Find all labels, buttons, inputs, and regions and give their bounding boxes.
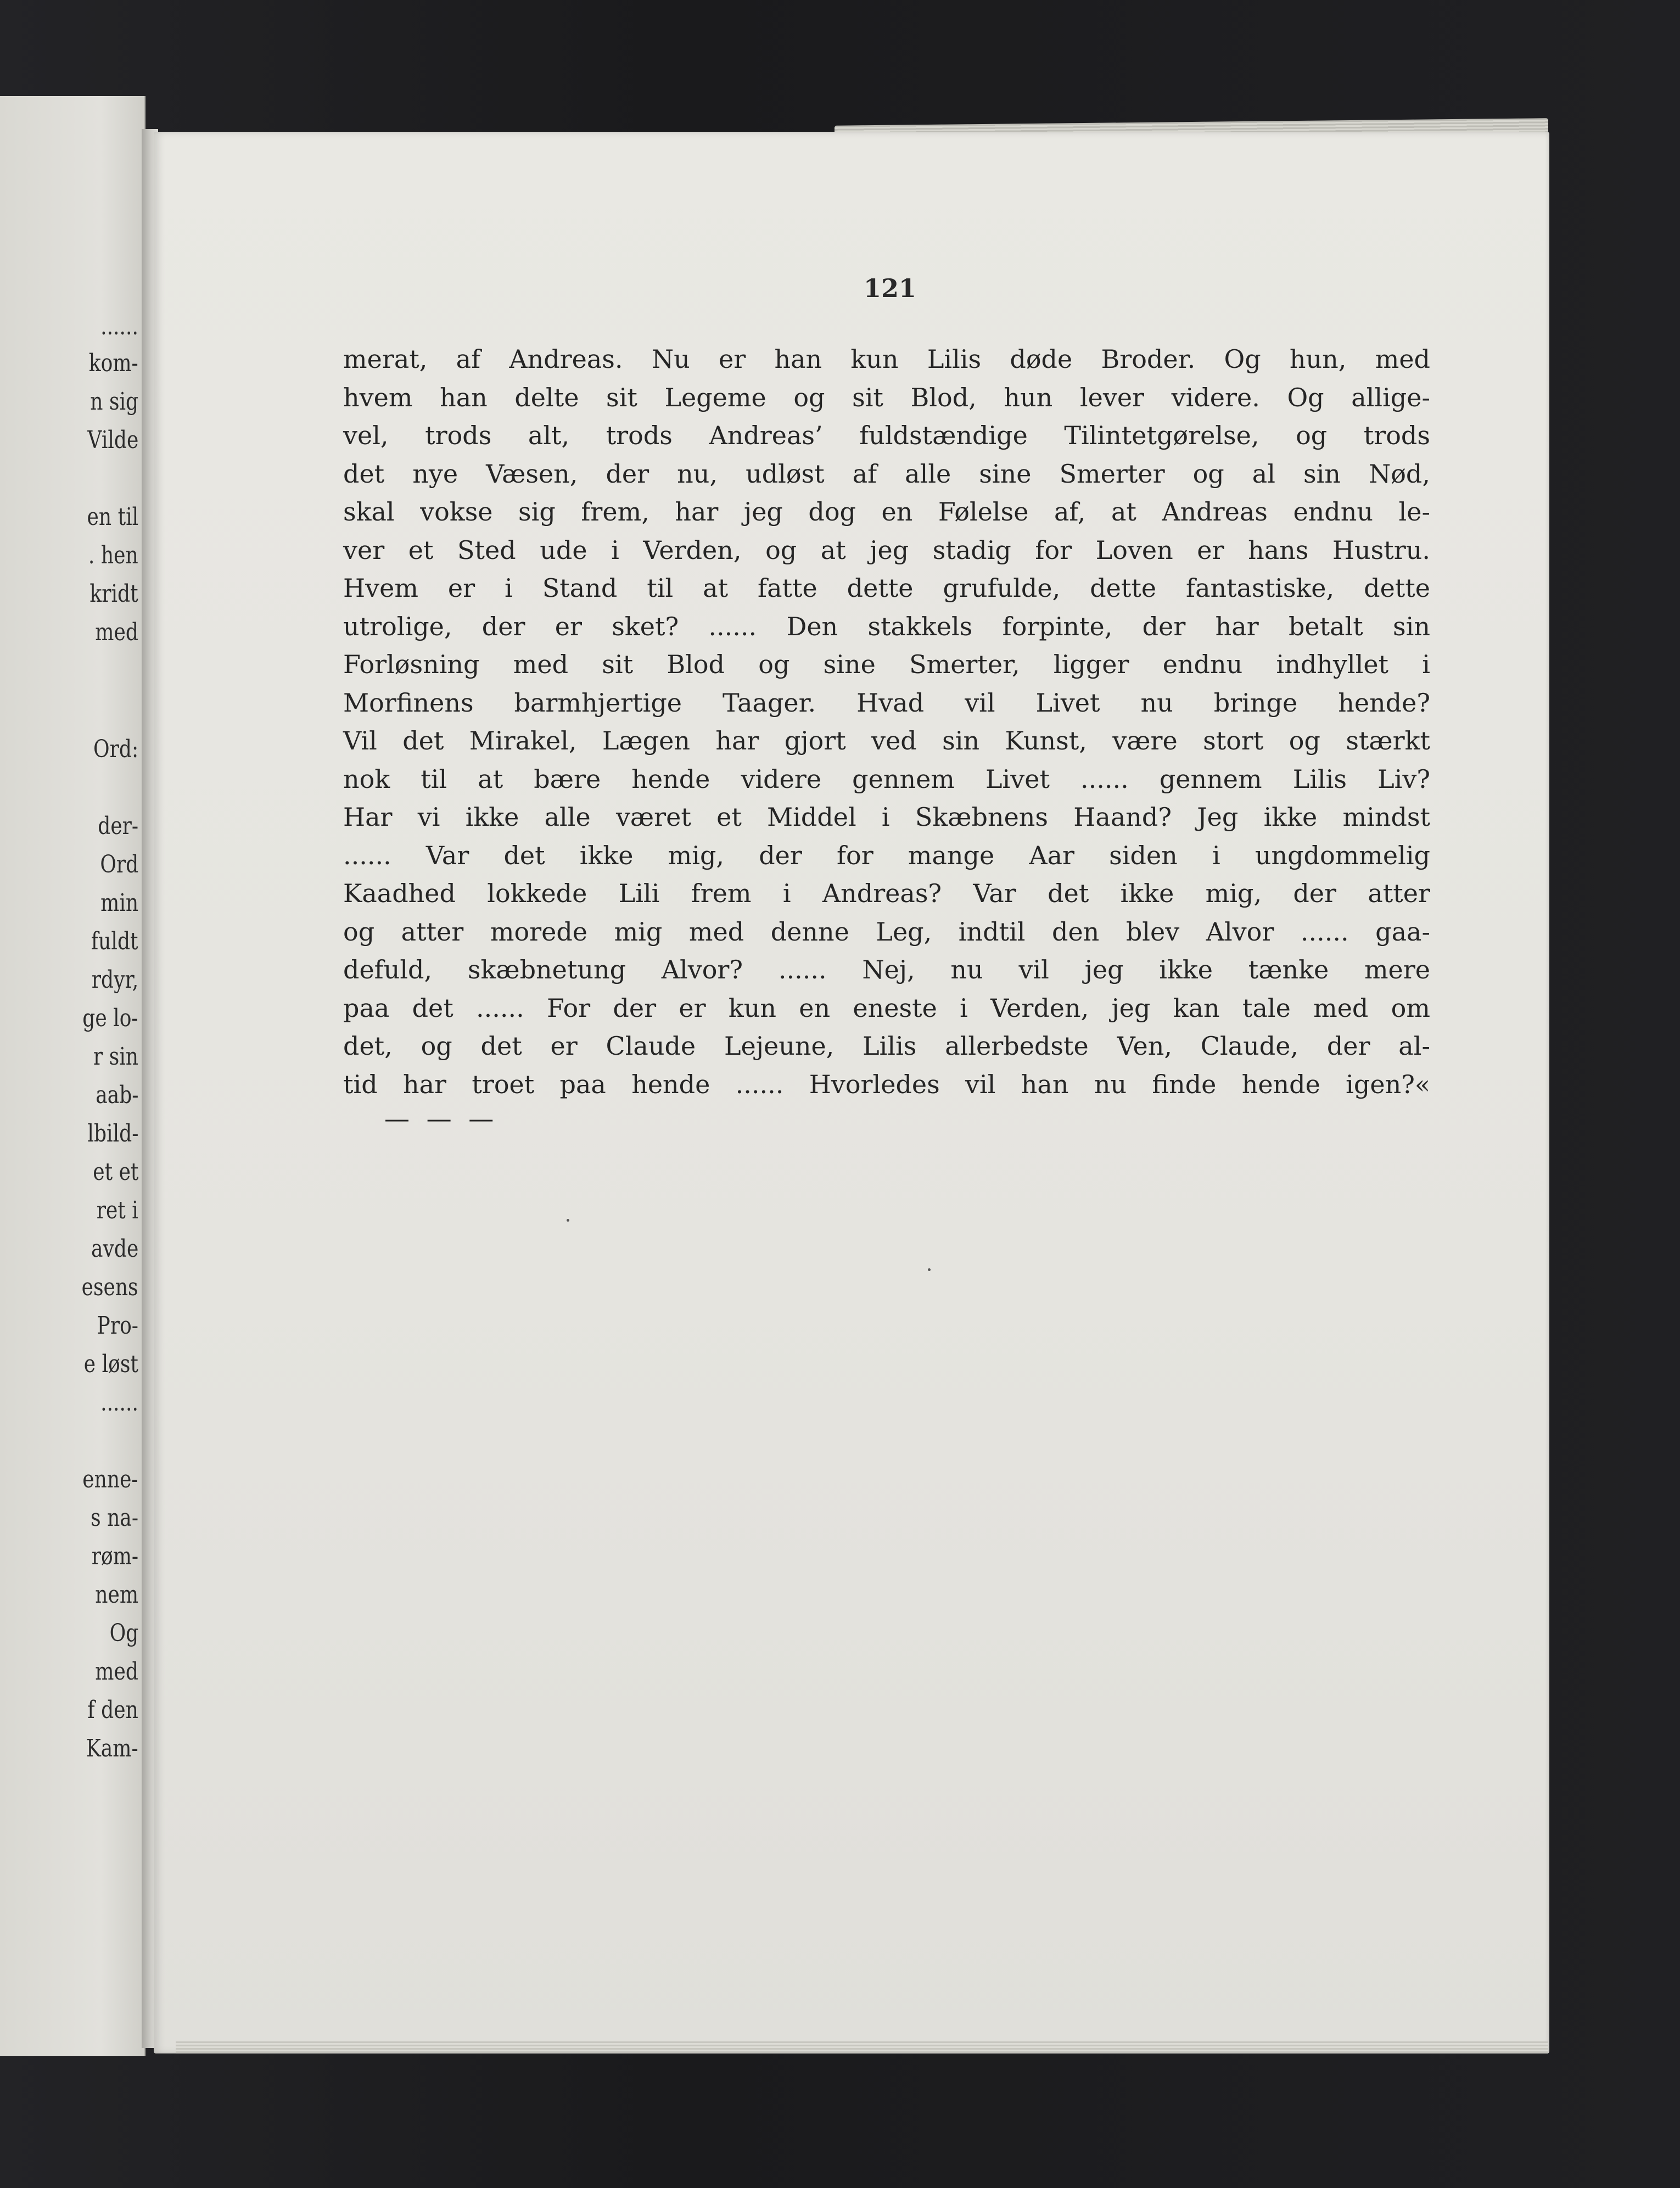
text-line: Vil det Mirakel, Lægen har gjort ved sin Kunst, være stort og stærkt [343,726,1430,756]
page-edges-bottom [176,2041,1548,2053]
left-page-fragment: f den [87,1696,138,1724]
left-page-fragment: med [95,618,138,646]
text-line: Hvem er i Stand til at fatte dette grufulde, dette fantastiske, dette [343,573,1430,603]
text-line: tid har troet paa hende ...... Hvorledes vil han nu finde hende igen?« [343,1069,1430,1099]
text-line: det, og det er Claude Lejeune, Lilis allerbedste Ven, Claude, der al- [343,1031,1430,1061]
left-page-fragment: s na- [91,1504,138,1532]
left-page-fragment: et et [92,1158,138,1186]
text-line: ...... Var det ikke mig, der for mange Aar siden i ungdommelig [343,840,1430,870]
left-page-fragment: der- [98,812,138,840]
text-line: skal vokse sig frem, har jeg dog en Følelse af, at Andreas endnu le- [343,497,1430,527]
text-line: nok til at bære hende videre gennem Livet ...... gennem Lilis Liv? [343,764,1430,794]
left-page-fragment: nem [95,1581,138,1609]
text-line: det nye Væsen, der nu, udløst af alle sine Smerter og al sin Nød, [343,458,1430,489]
left-page [0,96,145,2056]
left-page-fragment: med [95,1658,138,1686]
paper-speck [567,1219,569,1222]
left-page-fragment: en til [87,503,138,531]
left-page-fragment: ret i [96,1196,138,1224]
left-page-fragment: kridt [89,580,138,608]
left-page-fragment: kom- [89,349,138,377]
left-page-fragment: Kam- [86,1734,138,1762]
left-page-fragment: ...... [100,312,138,340]
text-line: defuld, skæbnetung Alvor? ...... Nej, nu vil jeg ikke tænke mere [343,955,1430,984]
paper-speck [928,1268,931,1271]
left-page-fragment: r sin [93,1043,138,1071]
text-line: Har vi ikke alle været et Middel i Skæbnens Haand? Jeg ikke mindst [343,802,1430,832]
left-page-fragment: avde [91,1235,138,1263]
text-line: vel, trods alt, trods Andreas’ fuldstændige Tilintetgørelse, og trods [343,421,1430,450]
text-line: ver et Sted ude i Verden, og at jeg stadig for Loven er hans Hustru. [343,535,1430,565]
text-line: merat, af Andreas. Nu er han kun Lilis døde Broder. Og hun, med [343,344,1430,374]
left-page-fragment: esens [82,1273,138,1301]
left-page-fragment: ge lo- [82,1004,138,1032]
left-page-fragment: Ord [100,850,138,878]
closing-dashes: — — — [384,1104,499,1133]
left-page-fragment: Og [109,1619,138,1647]
left-page-fragment: min [100,889,138,917]
text-line: Morfinens barmhjertige Taager. Hvad vil Livet nu bringe hende? [343,687,1430,718]
left-page-fragment: Pro- [97,1312,138,1340]
left-page-fragment: lbild- [87,1120,138,1148]
text-line: hvem han delte sit Legeme og sit Blod, hun lever videre. Og allige- [343,382,1430,412]
text-line: Forløsning med sit Blod og sine Smerter, ligger endnu indhyllet i [343,650,1430,679]
left-page-fragment: enne- [82,1465,138,1493]
left-page-fragment: Ord: [93,735,138,763]
left-page-fragment: Vilde [87,426,138,454]
left-page-fragment: ...... [100,1389,138,1417]
text-line: Kaadhed lokkede Lili frem i Andreas? Var det ikke mig, der atter [343,878,1430,908]
left-page-fragment: aab- [95,1081,138,1109]
page-number: 121 [863,273,917,303]
left-page-fragment: røm- [91,1542,138,1570]
body-text [343,340,1430,1104]
left-page-fragment: fuldt [91,927,138,955]
right-page [154,132,1549,2053]
left-page-fragment: e løst [83,1350,138,1378]
text-line: utrolige, der er sket? ...... Den stakkels forpinte, der har betalt sin [343,611,1430,641]
left-page-fragment: n sig [90,388,138,416]
text-line: og atter morede mig med denne Leg, indtil den blev Alvor ...... gaa- [343,916,1430,947]
text-line: paa det ...... For der er kun en eneste i Verden, jeg kan tale med om [343,993,1430,1023]
left-page-fragment: rdyr, [91,966,138,994]
left-page-fragment: . hen [88,541,138,569]
